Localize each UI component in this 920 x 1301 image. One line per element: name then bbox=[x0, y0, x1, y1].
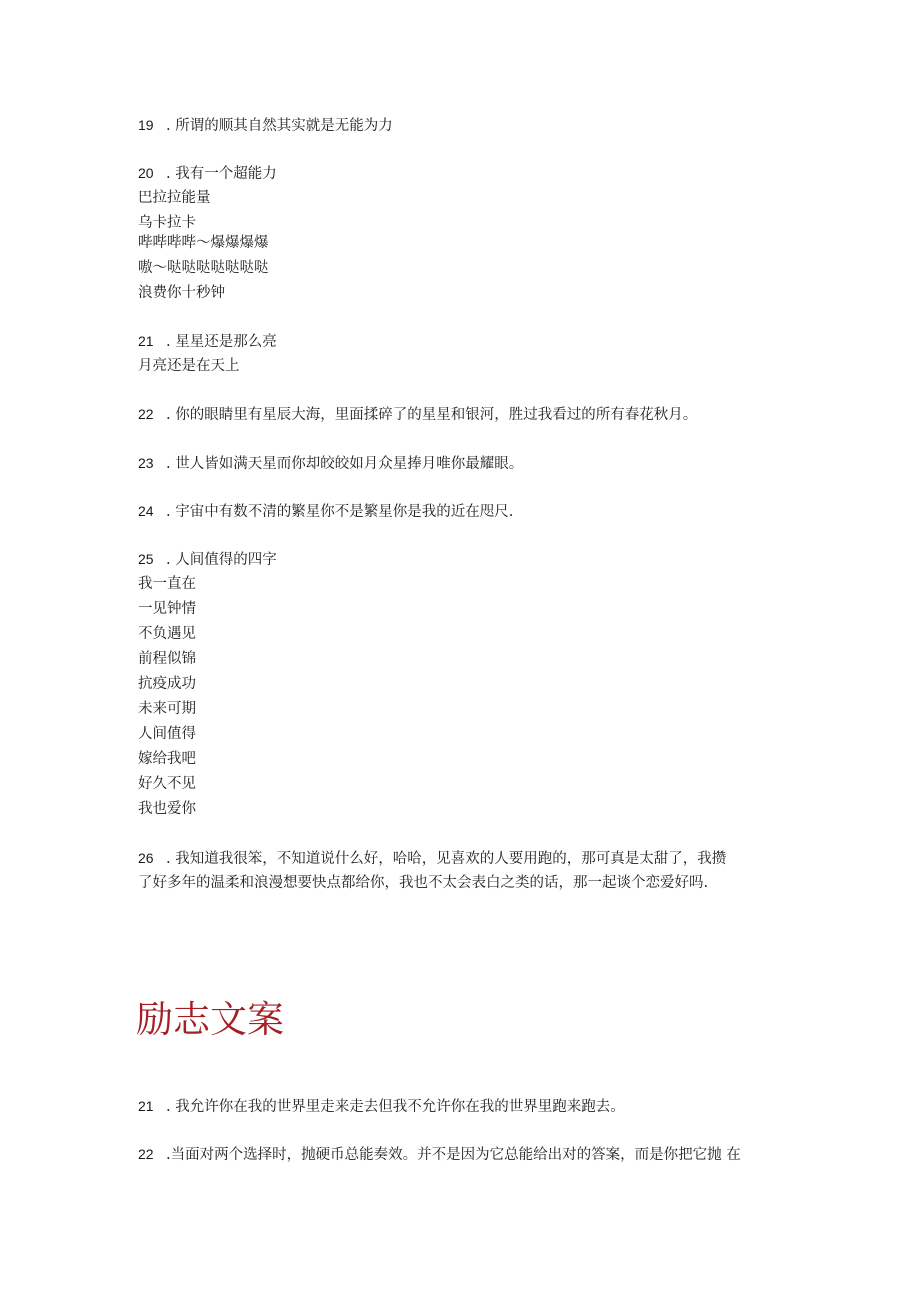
item-25-line-6: 抗疫成功 bbox=[138, 676, 196, 692]
item-26-line-2: 了好多年的温柔和浪漫想要快点都给你，我也不太会表白之类的话，那一起谈个恋爱好吗. bbox=[138, 875, 709, 891]
item-number: 19 bbox=[138, 117, 154, 133]
item-text: . 星星还是那么亮 bbox=[166, 334, 277, 350]
item-25-line-2: 我一直在 bbox=[138, 576, 196, 592]
item-number: 22 bbox=[138, 1146, 154, 1162]
item-20-line-3: 乌卡拉卡 bbox=[138, 215, 196, 231]
item-number: 23 bbox=[138, 455, 154, 471]
item-text: .当面对两个选择时，抛硬币总能奏效。并不是因为它总能给出对的答案，而是你把它抛 在 bbox=[166, 1147, 741, 1163]
item-21-line-2: 月亮还是在天上 bbox=[138, 358, 240, 374]
item-20-line-6: 浪费你十秒钟 bbox=[138, 285, 225, 301]
item-text: . 你的眼睛里有星辰大海，里面揉碎了的星星和银河，胜过我看过的所有春花秋月。 bbox=[166, 407, 698, 423]
section-item-21-line-1 bbox=[138, 1096, 625, 1117]
item-text: . 我有一个超能力 bbox=[166, 166, 277, 182]
item-25-line-4: 不负遇见 bbox=[138, 626, 196, 642]
item-number: 25 bbox=[138, 551, 154, 567]
item-text: . 世人皆如满天星而你却皎皎如月众星捧月唯你最耀眼。 bbox=[166, 456, 524, 472]
item-text: . 所谓的顺其自然其实就是无能为力 bbox=[166, 118, 393, 134]
item-number: 21 bbox=[138, 333, 154, 349]
section-item-22-line-1 bbox=[138, 1144, 741, 1165]
item-23-line-1 bbox=[138, 453, 523, 474]
item-21-line-1 bbox=[138, 331, 277, 352]
item-25-line-5: 前程似锦 bbox=[138, 651, 196, 667]
item-25-line-10: 好久不见 bbox=[138, 776, 196, 792]
item-text: . 我允许你在我的世界里走来走去但我不允许你在我的世界里跑来跑去。 bbox=[166, 1099, 625, 1115]
item-number: 20 bbox=[138, 165, 154, 181]
item-22-line-1 bbox=[138, 404, 697, 425]
item-25-line-7: 未来可期 bbox=[138, 701, 196, 717]
item-25-line-3: 一见钟情 bbox=[138, 601, 196, 617]
item-text: . 宇宙中有数不清的繁星你不是繁星你是我的近在咫尺. bbox=[166, 504, 514, 520]
item-number: 21 bbox=[138, 1098, 154, 1114]
item-text: . 我知道我很笨，不知道说什么好，哈哈，见喜欢的人要用跑的，那可真是太甜了，我攒 bbox=[166, 851, 727, 867]
item-25-line-11: 我也爱你 bbox=[138, 801, 196, 817]
item-number: 22 bbox=[138, 406, 154, 422]
item-25-line-9: 嫁给我吧 bbox=[138, 751, 196, 767]
item-26-line-1 bbox=[138, 848, 726, 869]
item-number: 26 bbox=[138, 850, 154, 866]
item-number: 24 bbox=[138, 503, 154, 519]
item-19-line-1 bbox=[138, 115, 393, 136]
item-20-line-5: 嗷～哒哒哒哒哒哒哒 bbox=[138, 260, 269, 276]
item-20-line-4: 哔哔哔哔～爆爆爆爆 bbox=[138, 235, 269, 251]
item-20-line-2: 巴拉拉能量 bbox=[138, 190, 211, 206]
item-25-line-1 bbox=[138, 549, 277, 570]
item-25-line-8: 人间值得 bbox=[138, 726, 196, 742]
item-20-line-1 bbox=[138, 163, 277, 184]
section-heading: 励志文案 bbox=[136, 998, 284, 1041]
item-24-line-1 bbox=[138, 501, 513, 522]
item-text: . 人间值得的四字 bbox=[166, 552, 277, 568]
